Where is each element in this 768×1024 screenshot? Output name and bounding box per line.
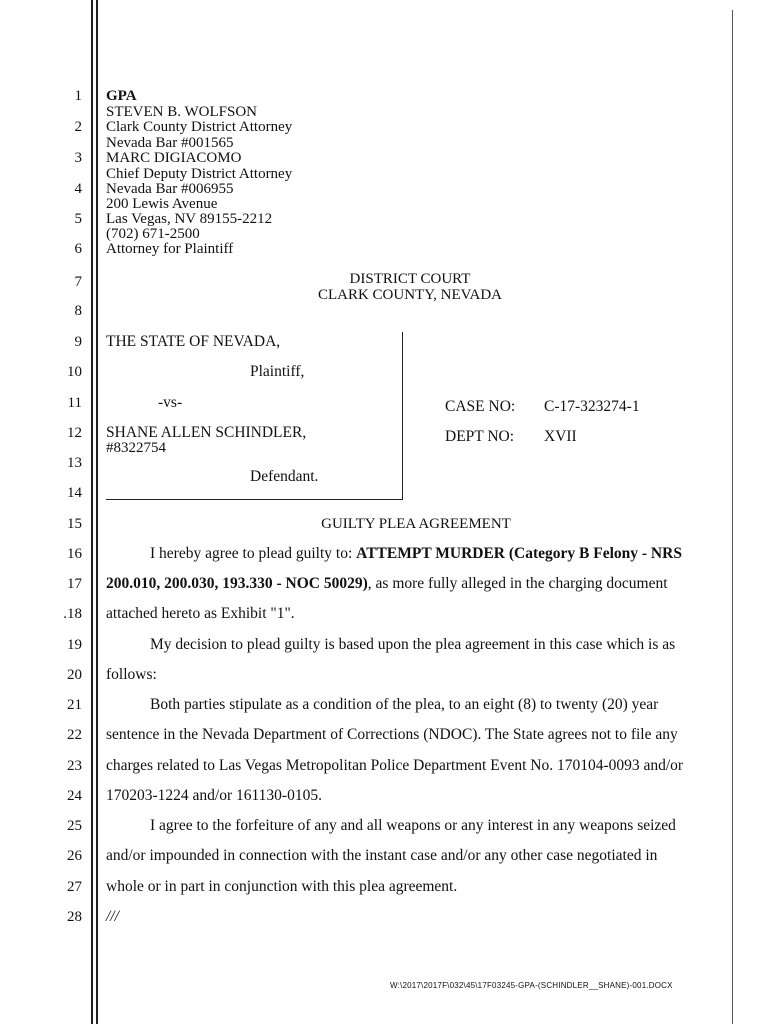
line-number: 2: [74, 119, 82, 135]
line-number: 9: [74, 334, 82, 350]
line-number: 21: [67, 697, 82, 713]
court-county: CLARK COUNTY, NEVADA: [317, 287, 503, 303]
attorney-title: Clark County District Attorney: [106, 119, 293, 135]
line-number: 17: [67, 576, 82, 592]
attorney-name: STEVEN B. WOLFSON: [106, 104, 257, 120]
body-line: and/or impounded in connection with the instant case and/or any other case negotiated in: [106, 847, 658, 864]
body-line: I agree to the forfeiture of any and all weapons or any interest in any weapons seized: [150, 817, 676, 834]
dept-number-label: DEPT NO:: [445, 428, 515, 445]
attorney-bar-number: Nevada Bar #001565: [106, 135, 234, 151]
plaintiff-name: THE STATE OF NEVADA,: [106, 333, 281, 350]
file-path-footer: W:\2017\2017F\032\45\17F03245-GPA-(SCHINDLER__SHANE)-001.DOCX: [390, 981, 673, 990]
line-number: 7: [74, 274, 82, 290]
left-margin-rule-inner: [96, 0, 98, 1024]
line-number: 11: [67, 395, 82, 411]
line-number: 27: [67, 879, 82, 895]
line-number: 28: [67, 909, 82, 925]
line-number: 24: [67, 788, 82, 804]
document-title: GUILTY PLEA AGREEMENT: [321, 516, 511, 532]
body-line: 170203-1224 and/or 161130-0105.: [106, 787, 322, 804]
plaintiff-role: Plaintiff,: [250, 363, 305, 380]
body-line: sentence in the Nevada Department of Corrections (NDOC). The State agrees not to file any: [106, 726, 678, 743]
line-number: 14: [67, 485, 82, 501]
line-number: 23: [67, 758, 82, 774]
deputy-title: Chief Deputy District Attorney: [106, 166, 293, 182]
line-number: 19: [67, 637, 82, 653]
line-number: 6: [74, 241, 82, 257]
attorney-for: Attorney for Plaintiff: [106, 241, 234, 257]
body-line: My decision to plead guilty is based upon the plea agreement in this case which is as: [150, 636, 676, 653]
case-number-label: CASE NO:: [445, 398, 516, 415]
defendant-role: Defendant.: [250, 468, 319, 485]
body-line: Both parties stipulate as a condition of the plea, to an eight (8) to twenty (20) year: [150, 696, 659, 713]
line-number: 15: [67, 516, 82, 532]
defendant-name: SHANE ALLEN SCHINDLER,: [106, 424, 307, 441]
phone-number: (702) 671-2500: [106, 226, 200, 242]
line-number: 25: [67, 818, 82, 834]
line-number: 8: [74, 303, 82, 319]
versus-label: -vs-: [158, 394, 183, 411]
line-number: .18: [63, 606, 82, 622]
right-margin-rule: [732, 10, 733, 1024]
body-line: follows:: [106, 666, 157, 683]
line-number: 20: [67, 667, 82, 683]
body-line: whole or in part in conjunction with this plea agreement.: [106, 878, 458, 895]
body-line: charges related to Las Vegas Metropolitan Police Department Event No. 170104-0093 and/or: [106, 757, 684, 774]
address-street: 200 Lewis Avenue: [106, 196, 218, 212]
body-line: attached hereto as Exhibit "1".: [106, 605, 295, 622]
line-number: 26: [67, 848, 82, 864]
line-number: 3: [74, 150, 82, 166]
deputy-name: MARC DIGIACOMO: [106, 150, 242, 166]
line-number: 4: [74, 181, 82, 197]
body-line: I hereby agree to plead guilty to: ATTEMPT MURDER (Category B Felony - NRS: [150, 545, 682, 562]
document-code: GPA: [106, 88, 137, 104]
caption-divider: [402, 332, 403, 499]
line-number: 16: [67, 546, 82, 562]
defendant-id: #8322754: [106, 440, 166, 456]
line-number: 12: [67, 425, 82, 441]
line-number: 10: [67, 364, 82, 380]
body-line: 200.010, 200.030, 193.330 - NOC 50029), as more fully alleged in the charging document: [106, 575, 668, 592]
line-number: 1: [74, 88, 82, 104]
line-number: 5: [74, 211, 82, 227]
court-name: DISTRICT COURT: [349, 271, 471, 287]
left-margin-rule: [91, 0, 93, 1024]
line-number: 22: [67, 727, 82, 743]
deputy-bar-number: Nevada Bar #006955: [106, 181, 234, 197]
case-number-value: C-17-323274-1: [544, 398, 640, 415]
address-city: Las Vegas, NV 89155-2212: [106, 211, 273, 227]
dept-number-value: XVII: [544, 428, 577, 445]
continuation-marker: ///: [106, 908, 119, 925]
line-number: 13: [67, 455, 82, 471]
caption-underline: [106, 499, 403, 500]
